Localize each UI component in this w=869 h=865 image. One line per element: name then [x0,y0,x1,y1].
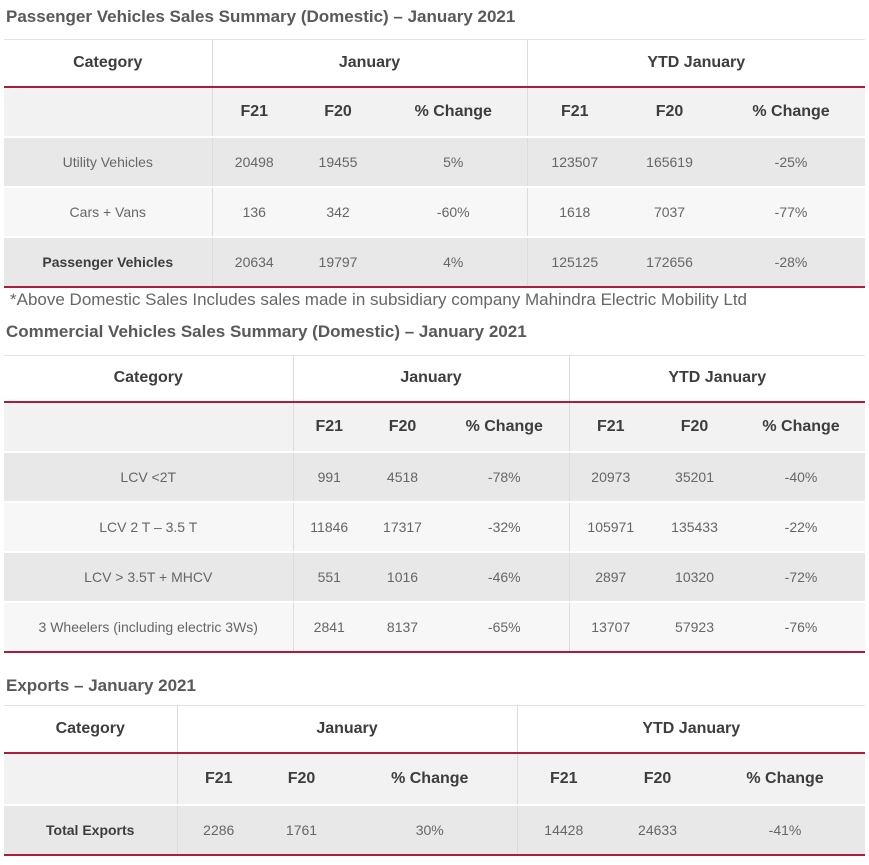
value-cell: 1761 [260,805,343,855]
value-cell: 342 [296,187,380,237]
table-row [4,805,865,855]
value-cell: -25% [717,137,865,187]
f21-header: F21 [517,753,610,805]
table-row [4,452,865,502]
value-cell: 165619 [622,137,717,187]
f21-header: F21 [527,87,622,137]
category-header: Category [4,40,212,87]
pct-change-header: % Change [737,402,865,452]
value-cell: 13707 [569,602,652,652]
sub-header-row [4,87,865,137]
pct-change-header: % Change [440,402,569,452]
table-row [4,602,865,652]
value-cell: 2897 [569,552,652,602]
category-cell: Total Exports [4,805,177,855]
f20-header: F20 [260,753,343,805]
value-cell: 35201 [652,452,737,502]
ytd-january-group-header: YTD January [527,40,865,87]
group-header-row [4,355,865,402]
value-cell: 136 [212,187,296,237]
value-cell: 123507 [527,137,622,187]
group-header-row [4,40,865,87]
f20-header: F20 [365,402,440,452]
domestic-sales-footnote: *Above Domestic Sales Includes sales made in subsidiary company Mahindra Electric Mobility Ltd [10,289,748,309]
value-cell: 551 [293,552,365,602]
value-cell: 20634 [212,237,296,287]
commercial-sales-table [4,355,865,654]
pct-change-header: % Change [705,753,865,805]
value-cell: 24633 [610,805,705,855]
value-cell: 1618 [527,187,622,237]
january-group-header: January [212,40,527,87]
f21-header: F21 [212,87,296,137]
value-cell: -65% [440,602,569,652]
f20-header: F20 [296,87,380,137]
table-row [4,187,865,237]
f20-header: F20 [622,87,717,137]
category-cell: LCV 2 T – 3.5 T [4,502,293,552]
january-group-header: January [177,706,517,753]
exports-table [4,705,865,856]
ytd-january-group-header: YTD January [569,355,865,402]
value-cell: 125125 [527,237,622,287]
value-cell: 17317 [365,502,440,552]
f21-header: F21 [177,753,260,805]
value-cell: 30% [343,805,517,855]
value-cell: 1016 [365,552,440,602]
category-header: Category [4,706,177,753]
value-cell: 57923 [652,602,737,652]
passenger-table-title: Passenger Vehicles Sales Summary (Domestic) – January 2021 [6,7,516,26]
empty-header-cell [4,87,212,137]
group-header-row [4,706,865,753]
category-cell: Cars + Vans [4,187,212,237]
pct-change-header: % Change [380,87,527,137]
january-group-header: January [293,355,569,402]
value-cell: 2841 [293,602,365,652]
sub-header-row [4,753,865,805]
value-cell: 20498 [212,137,296,187]
table-row [4,502,865,552]
f20-header: F20 [610,753,705,805]
category-cell: LCV <2T [4,452,293,502]
category-cell: Utility Vehicles [4,137,212,187]
value-cell: 105971 [569,502,652,552]
value-cell: 10320 [652,552,737,602]
value-cell: -32% [440,502,569,552]
exports-table-title: Exports – January 2021 [6,676,196,695]
value-cell: -28% [717,237,865,287]
value-cell: 991 [293,452,365,502]
value-cell: 4518 [365,452,440,502]
value-cell: -46% [440,552,569,602]
category-cell: Passenger Vehicles [4,237,212,287]
value-cell: 172656 [622,237,717,287]
sub-header-row [4,402,865,452]
pct-change-header: % Change [717,87,865,137]
category-cell: 3 Wheelers (including electric 3Ws) [4,602,293,652]
value-cell: 135433 [652,502,737,552]
commercial-table-title: Commercial Vehicles Sales Summary (Domestic) – January 2021 [6,321,527,341]
value-cell: 19455 [296,137,380,187]
value-cell: 20973 [569,452,652,502]
value-cell: -76% [737,602,865,652]
passenger-sales-table [4,39,865,288]
table-row [4,552,865,602]
value-cell: 4% [380,237,527,287]
value-cell: -77% [717,187,865,237]
f21-header: F21 [569,402,652,452]
value-cell: 11846 [293,502,365,552]
value-cell: 8137 [365,602,440,652]
value-cell: 7037 [622,187,717,237]
value-cell: 2286 [177,805,260,855]
value-cell: -22% [737,502,865,552]
category-cell: LCV > 3.5T + MHCV [4,552,293,602]
value-cell: -78% [440,452,569,502]
ytd-january-group-header: YTD January [517,706,865,753]
value-cell: -60% [380,187,527,237]
value-cell: 19797 [296,237,380,287]
table-row [4,137,865,187]
pct-change-header: % Change [343,753,517,805]
value-cell: -72% [737,552,865,602]
value-cell: 5% [380,137,527,187]
value-cell: -41% [705,805,865,855]
value-cell: -40% [737,452,865,502]
table-row [4,237,865,287]
f21-header: F21 [293,402,365,452]
f20-header: F20 [652,402,737,452]
empty-header-cell [4,402,293,452]
category-header: Category [4,355,293,402]
value-cell: 14428 [517,805,610,855]
empty-header-cell [4,753,177,805]
